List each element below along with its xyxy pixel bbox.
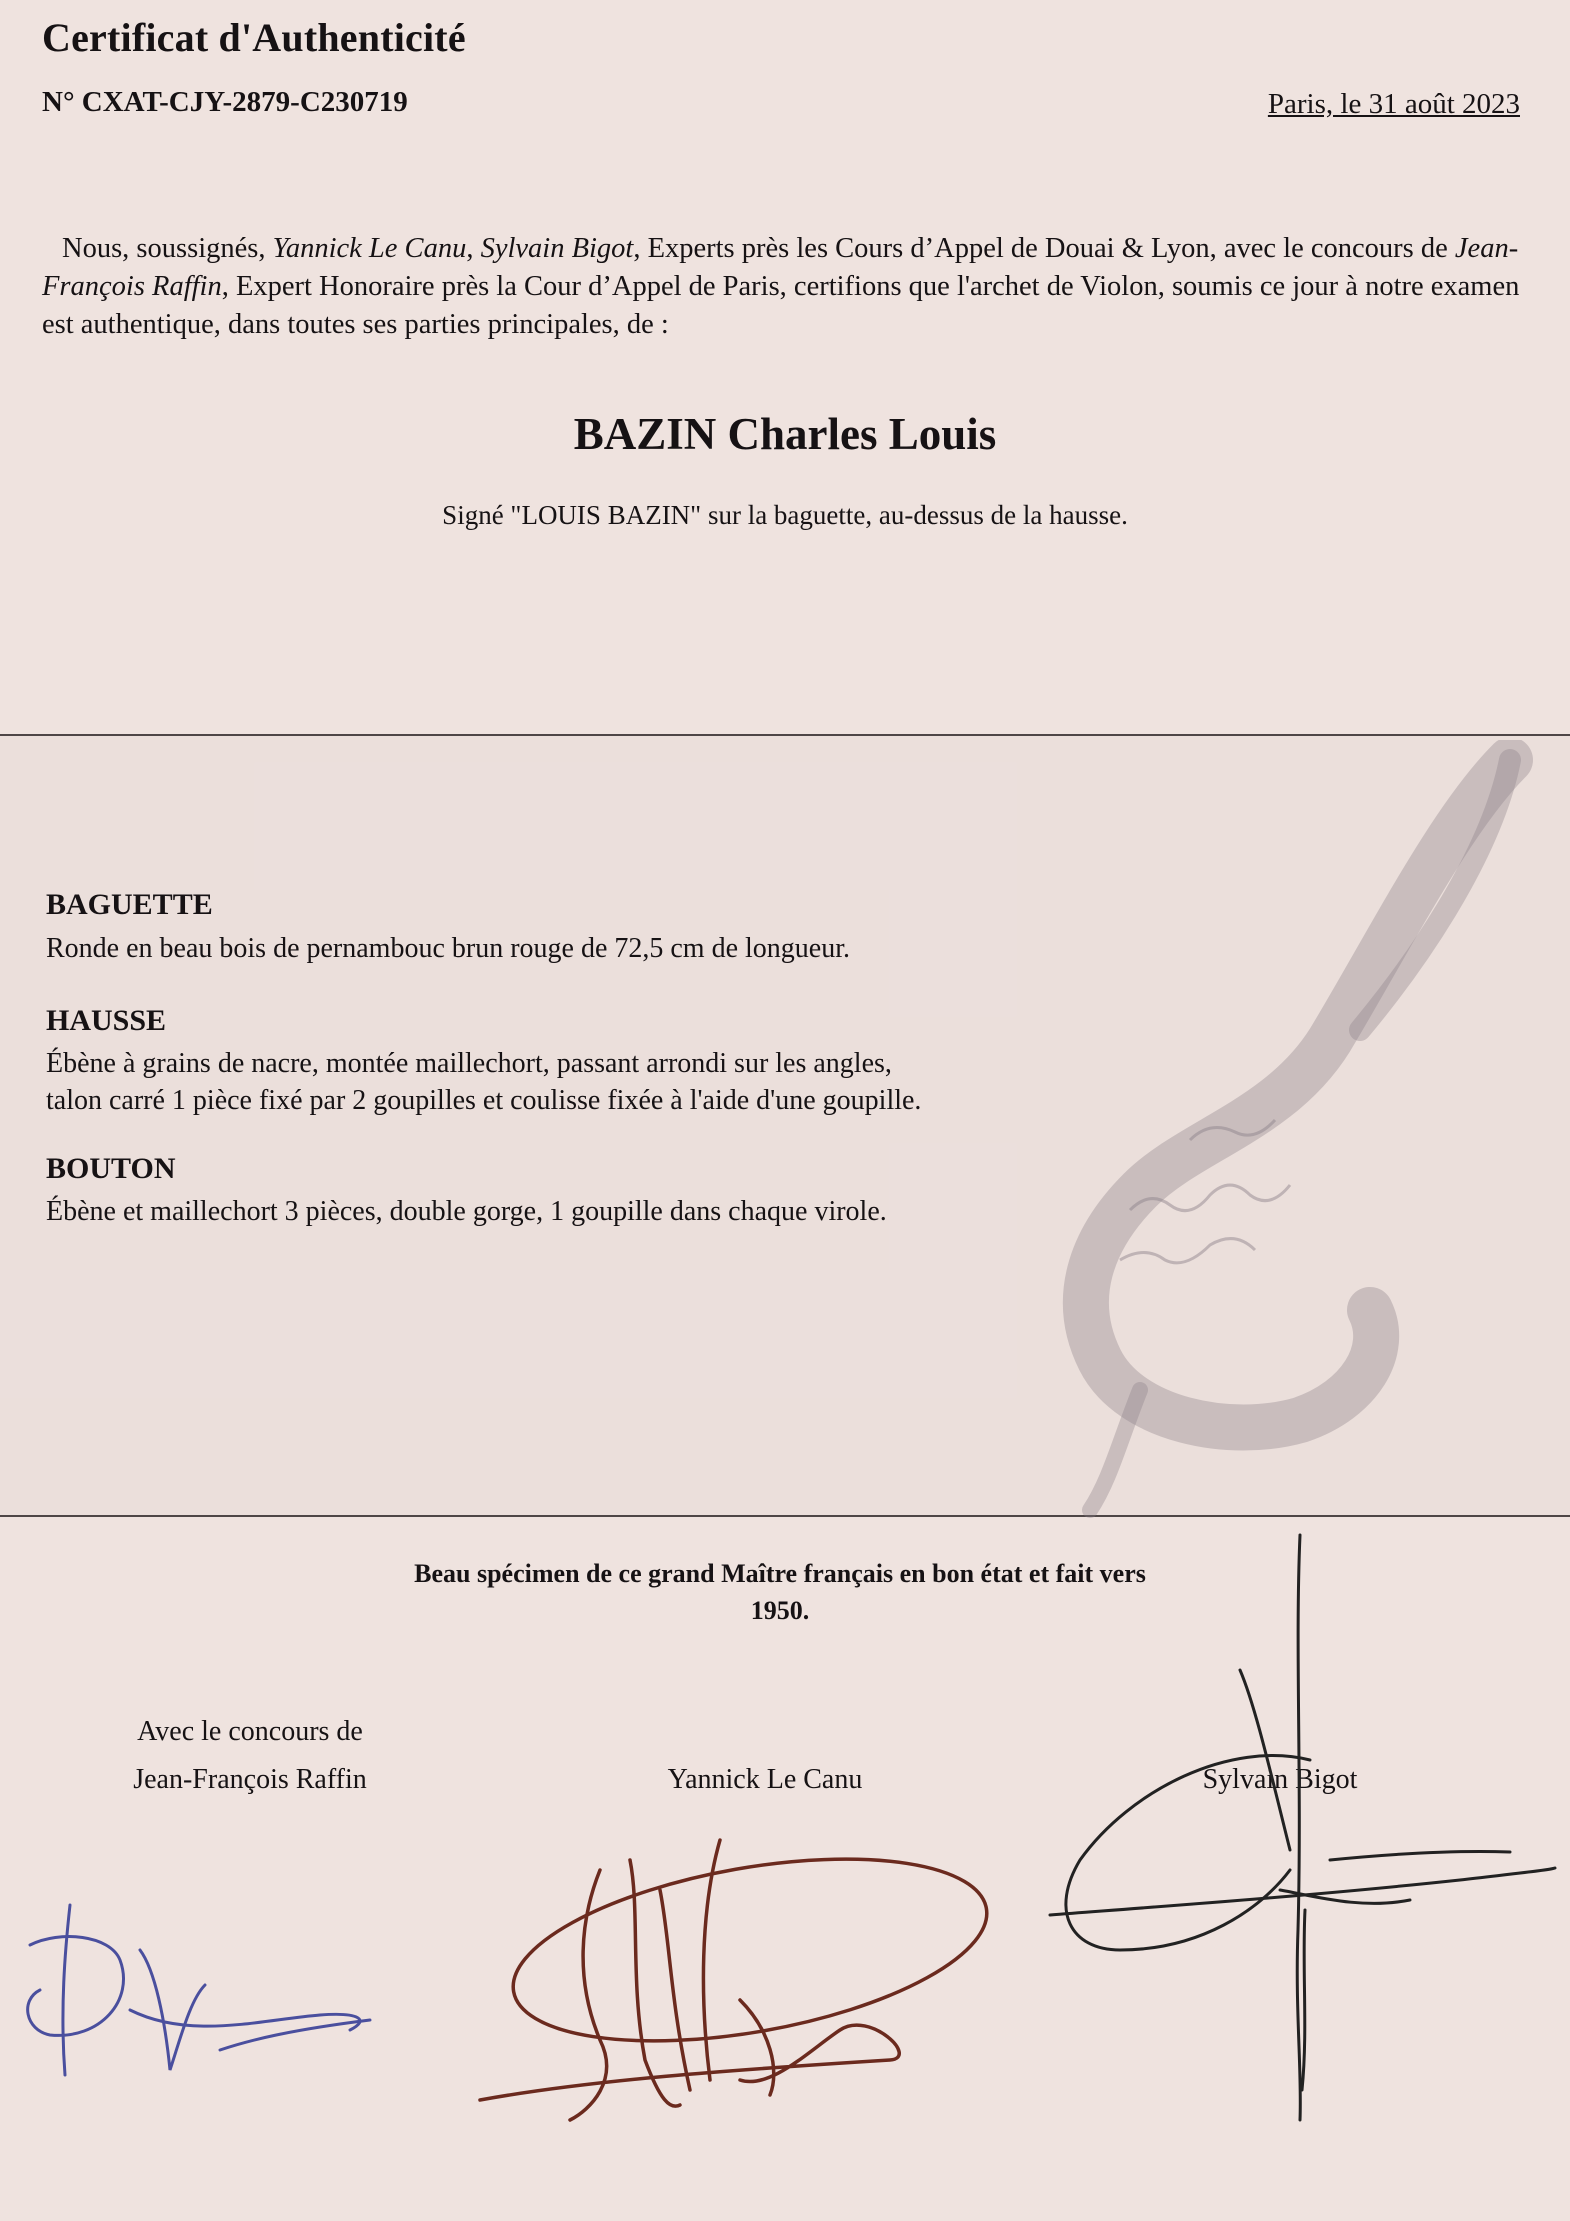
scroll-watermark-icon <box>1030 740 1550 1520</box>
certificate-number: N° CXAT-CJY-2879-C230719 <box>42 86 408 118</box>
intro-separator: , <box>466 233 474 264</box>
intro-text-2: , Experts près les Cours d’Appel de Douai & Lyon, avec le concours de <box>633 233 1448 264</box>
section-line: talon carré 1 pièce fixé par 2 goupilles et coulisse fixée à l'aide d'une goupille. <box>46 1085 922 1116</box>
signatory-left-line1: Avec le concours de <box>137 1716 363 1747</box>
maker-name: BAZIN Charles Louis <box>573 409 997 459</box>
intro-text-3: , Expert Honoraire près la Cour d’Appel de Paris, certifions que l'archet de Violon, soumis ce jour à notre examen est authentique, dans toutes ses parties principales, de : <box>42 271 1520 340</box>
place-date: Paris, le 31 août 2023 <box>1267 88 1520 120</box>
signatory-left <box>60 1708 440 1804</box>
expert-name-3: Jean-François Raffin <box>42 233 1519 302</box>
signature-bigot-icon <box>1040 1530 1560 2130</box>
signatory-middle: Yannick Le Canu <box>667 1764 863 1795</box>
signatory-right: Sylvain Bigot <box>1202 1764 1358 1795</box>
verdict-line-2: 1950. <box>750 1596 810 1625</box>
signature-raffin-icon <box>20 1890 390 2090</box>
section-line: Ronde en beau bois de pernambouc brun rouge de 72,5 cm de longueur. <box>46 933 851 964</box>
maker-signature-note: Signé "LOUIS BAZIN" sur la baguette, au-dessus de la hausse. <box>442 500 1128 530</box>
section-text-baguette <box>46 930 1046 967</box>
certificate-title: Certificat d'Authenticité <box>42 15 466 60</box>
section-line: Ébène à grains de nacre, montée maillechort, passant arrondi sur les angles, <box>46 1048 892 1079</box>
verdict-line-1: Beau spécimen de ce grand Maître français en bon état et fait vers <box>414 1559 1146 1588</box>
section-title-hausse: HAUSSE <box>46 1004 167 1037</box>
section-line: Ébène et maillechort 3 pièces, double gorge, 1 goupille dans chaque virole. <box>46 1196 887 1227</box>
section-title-baguette: BAGUETTE <box>46 888 213 921</box>
section-text-hausse <box>46 1045 1046 1119</box>
expert-name-1: Yannick Le Canu <box>272 233 467 264</box>
signatory-left-line2: Jean-François Raffin <box>133 1764 367 1795</box>
intro-text-1: Nous, soussignés, <box>62 233 266 264</box>
section-title-bouton: BOUTON <box>46 1152 176 1185</box>
signature-le-canu-icon <box>470 1830 990 2130</box>
expert-name-2: Sylvain Bigot <box>480 233 634 264</box>
intro-paragraph <box>42 230 1532 344</box>
section-text-bouton <box>46 1193 1046 1230</box>
